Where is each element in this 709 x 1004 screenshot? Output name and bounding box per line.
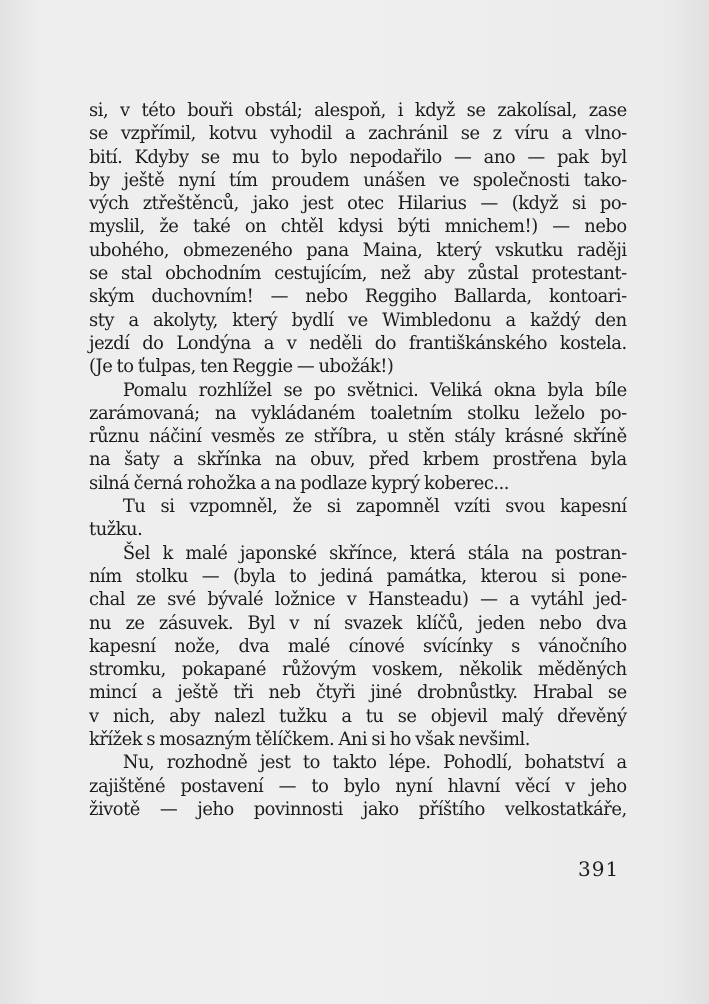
text-line: různu náčiní vesměs ze stříbra, u stěn stály krásné skříně <box>89 425 627 448</box>
text-line: křížek s mosazným tělíčkem. Ani si ho však nevšiml. <box>89 728 530 751</box>
text-line: Pomalu rozhlížel se po světnici. Veliká okna byla bíle <box>122 378 627 401</box>
text-line: zajištěné postavení — to bylo nyní hlavní věcí v jeho <box>89 774 627 797</box>
text-line: by ještě nyní tím proudem unášen ve společnosti tako- <box>89 168 627 191</box>
text-line: sty a akolyty, který bydlí ve Wimbledonu a každý den <box>89 308 627 331</box>
page-number: 391 <box>578 857 620 881</box>
text-line: kapesní nože, dva malé cínové svícínky s vánočního <box>89 634 627 657</box>
text-line: ským duchovním! — nebo Reggiho Ballarda, kontoari- <box>89 285 627 308</box>
text-line: na šaty a skřínka na obuv, před krbem prostřena byla <box>89 448 627 471</box>
text-line: bití. Kdyby se mu to bylo nepodařilo — ano — pak byl <box>89 145 627 168</box>
text-line: Nu, rozhodně jest to takto lépe. Pohodlí, bohatství a <box>122 751 627 774</box>
text-line: (Je to ťulpas, ten Reggie — ubožák!) <box>89 355 394 378</box>
text-line: Šel k malé japonské skřínce, která stála na postran- <box>122 541 627 564</box>
text-line: zarámovaná; na vykládaném toaletním stolku leželo po- <box>89 401 627 424</box>
text-line: ním stolku — (byla to jediná památka, kterou si pone- <box>89 564 627 587</box>
text-line: se stal obchodním cestujícím, než aby zůstal protestant- <box>89 262 627 285</box>
text-line: stromku, pokapané růžovým voskem, několik měděných <box>89 658 627 681</box>
text-line: vých ztřeštěnců, jako jest otec Hilarius — (když si po- <box>89 192 627 215</box>
text-line: se vzpřímil, kotvu vyhodil a zachránil se z víru a vlno- <box>89 122 627 145</box>
body-text <box>89 99 627 821</box>
text-line: si, v této bouři obstál; alespoň, i když se zakolísal, zase <box>89 99 627 121</box>
text-line: Tu si vzpomněl, že si zapomněl vzíti svou kapesní <box>122 495 627 518</box>
text-line: myslil, že také on chtěl kdysi býti mnichem!) — nebo <box>89 215 627 238</box>
text-line: ubohého, obmezeného pana Maina, který vskutku raději <box>89 238 627 261</box>
text-line: životě — jeho povinnosti jako příštího velkostatkáře, <box>89 797 627 820</box>
text-line: tužku. <box>89 518 143 541</box>
text-line: jezdí do Londýna a v neděli do františkánského kostela. <box>89 331 627 354</box>
text-line: v nich, aby nalezl tužku a tu se objevil malý dřevěný <box>89 704 627 727</box>
text-line: chal ze své bývalé ložnice v Hansteadu) — a vytáhl jed- <box>89 588 627 611</box>
text-line: mincí a ještě tři neb čtyři jiné drobnůstky. Hrabal se <box>89 681 627 704</box>
text-line: silná černá rohožka a na podlaze kyprý koberec... <box>89 471 510 494</box>
text-line: nu ze zásuvek. Byl v ní svazek klíčů, jeden nebo dva <box>89 611 627 634</box>
